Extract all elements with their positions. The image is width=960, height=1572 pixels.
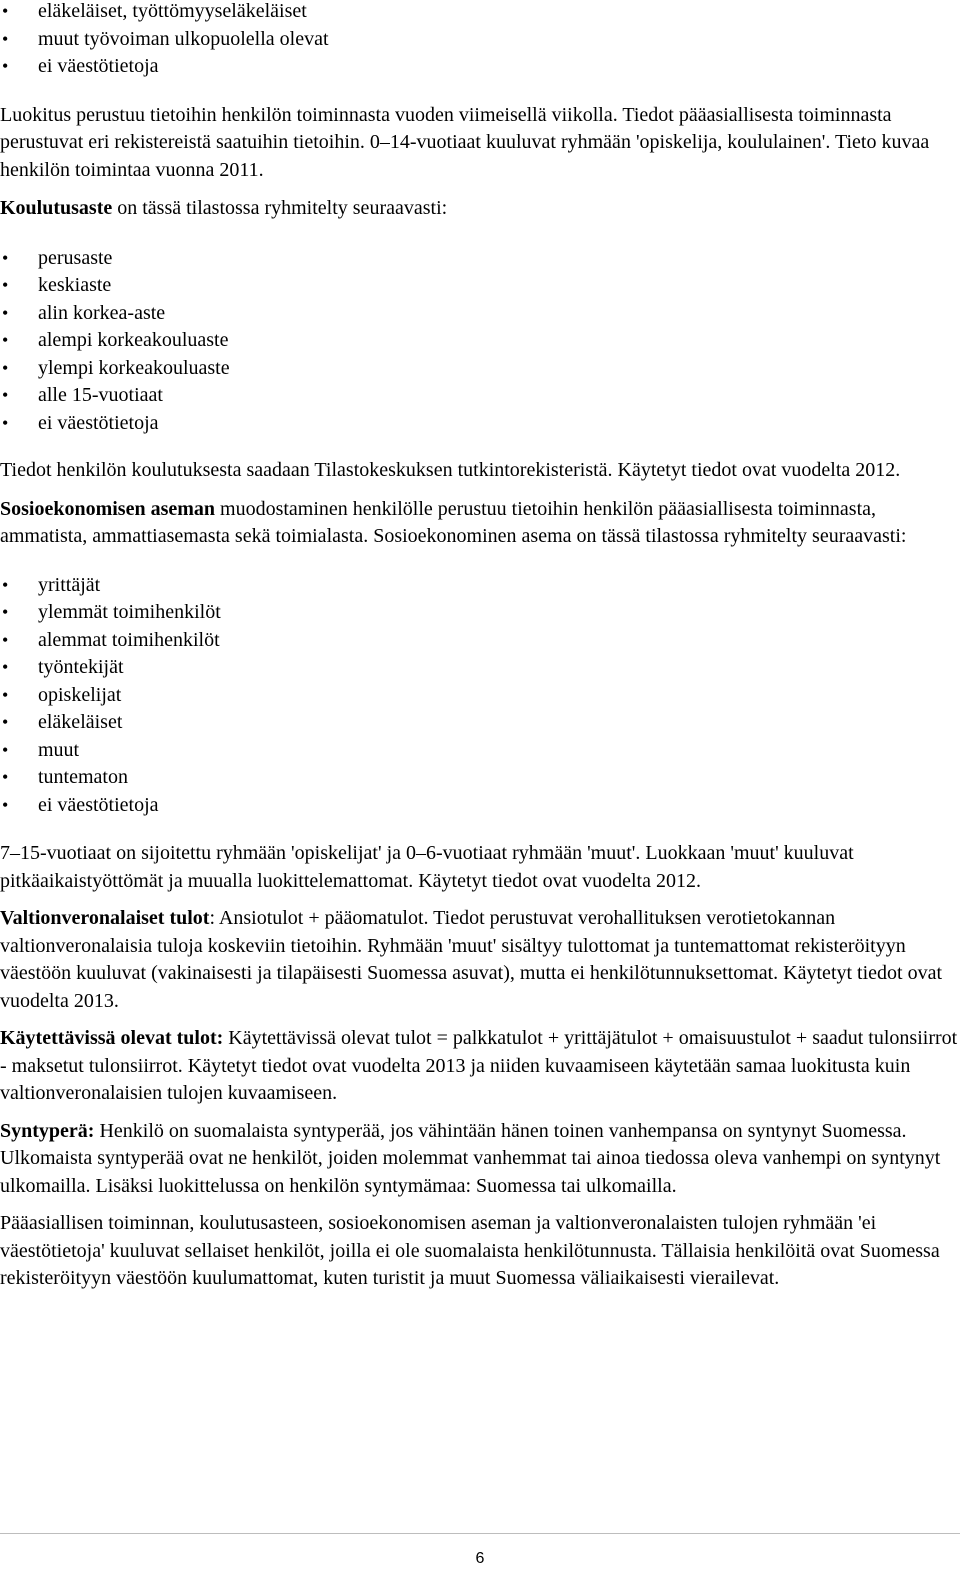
education-intro-paragraph [0, 195, 958, 223]
list-item: • ei väestötietoja [0, 53, 958, 81]
list-item: • eläkeläiset [0, 709, 958, 737]
page-number: 6 [475, 1550, 485, 1567]
disposable-income-text: Käytettävissä olevat tulot = palkkatulot + yrittäjätulot + omaisuustulot + saadut tulonsiirrot - maksetut tulonsiirrot. Käytetyt tiedot ovat vuodelta 2013 ja niiden kuvaamiseen käytetään samaa luokitusta kuin valtionveronalaisien tulojen kuvaamiseen. [0, 1027, 958, 1104]
list-item: • työntekijät [0, 654, 958, 682]
list-item: • alempi korkeakouluaste [0, 327, 958, 355]
socioeconomic-intro-text: muodostaminen henkilölle perustuu tietoihin henkilön pääasiallisesta toiminnasta, ammatista, ammattiasemasta sekä toimialasta. Sosioekonominen asema on tässä tilastossa ryhmitelty seuraavasti: [0, 497, 907, 547]
socioeconomic-status-list [0, 572, 958, 820]
socioeconomic-term: Sosioekonomisen aseman [0, 497, 216, 520]
list-item: • muut työvoiman ulkopuolella olevat [0, 26, 958, 54]
list-item: • eläkeläiset, työttömyyseläkeläiset [0, 0, 958, 26]
socioeconomic-note-paragraph: 7–15-vuotiaat on sijoitettu ryhmään 'opiskelijat' ja 0–6-vuotiaat ryhmään 'muut'. Luokkaan 'muut' kuuluvat pitkäaikaistyöttömät ja muualla luokittelemattomat. Käytetyt tiedot ovat vuodelta 2012. [0, 842, 854, 892]
taxable-income-paragraph [0, 905, 958, 1015]
origin-term: Syntyperä: [0, 1119, 95, 1142]
list-item: • opiskelijat [0, 682, 958, 710]
list-item: • yrittäjät [0, 572, 958, 600]
origin-paragraph [0, 1118, 958, 1201]
disposable-income-term: Käytettävissä olevat tulot: [0, 1027, 224, 1049]
list-item: • perusaste [0, 245, 958, 273]
list-item: • keskiaste [0, 272, 958, 300]
list-item: • alle 15-vuotiaat [0, 382, 958, 410]
origin-text: Henkilö on suomalaista syntyperää, jos vähintään hänen toinen vanhempansa on syntynyt Suomessa. Ulkomaista syntyperää ovat ne henkilöt, joiden molemmat vanhemmat tai ainoa tiedossa oleva vanhempi on syntynyt ulkomailla. Lisäksi luokittelussa on henkilön syntymämaa: Suomessa tai ulkomailla. [0, 1119, 941, 1197]
list-item: • tuntematon [0, 764, 958, 792]
socioeconomic-intro-paragraph [0, 496, 958, 551]
list-item: • ei väestötietoja [0, 792, 958, 820]
education-intro-text: on tässä tilastossa ryhmitelty seuraavasti: [112, 197, 448, 219]
education-level-list [0, 245, 958, 438]
list-item: • alin korkea-aste [0, 300, 958, 328]
taxable-income-text: : Ansiotulot + pääomatulot. Tiedot perustuvat verohallituksen verotietokannan valtionveronalaisia tuloja koskeviin tietoihin. Ryhmään 'muut' sisältyy tulottomat ja tuntemattomat rekisteröityyn väestöön kuuluvat (vakinaisesti ja tilapäisesti Suomessa asuvat), mutta ei henkilötunnuksettomat. Käytetyt tiedot ovat vuodelta 2013. [0, 907, 943, 1012]
activity-list [0, 0, 958, 81]
disposable-income-paragraph [0, 1025, 958, 1108]
list-item: • alemmat toimihenkilöt [0, 627, 958, 655]
footer-divider [0, 1533, 960, 1534]
classification-paragraph: Luokitus perustuu tietoihin henkilön toiminnasta vuoden viimeisellä viikolla. Tiedot pääasiallisesta toiminnasta perustuvat eri rekistereistä saatuihin tietoihin. 0–14-vuotiaat kuuluvat ryhmään 'opiskelija, koululainen'. Tieto kuvaa henkilön toimintaa vuonna 2011. [0, 103, 930, 181]
list-item: • muut [0, 737, 958, 765]
list-item: • ylempi korkeakouluaste [0, 355, 958, 383]
education-term: Koulutusaste [0, 197, 113, 219]
list-item: • ylemmät toimihenkilöt [0, 599, 958, 627]
no-population-data-paragraph: Pääasiallisen toiminnan, koulutusasteen, sosioekonomisen aseman ja valtionveronalaisten tulojen ryhmään 'ei väestötietoja' kuuluvat sellaiset henkilöt, joilla ei ole suomalaista henkilötunnusta. Tällaisia henkilöitä ovat Suomessa rekisteröityyn väestöön kuulumattomat, kuten turistit ja muut Suomessa väliaikaisesti vierailevat. [0, 1212, 940, 1289]
list-item: • ei väestötietoja [0, 410, 958, 438]
taxable-income-term: Valtionveronalaiset tulot [0, 907, 210, 929]
education-source-paragraph: Tiedot henkilön koulutuksesta saadaan Tilastokeskuksen tutkintorekisteristä. Käytetyt tiedot ovat vuodelta 2012. [0, 459, 901, 481]
